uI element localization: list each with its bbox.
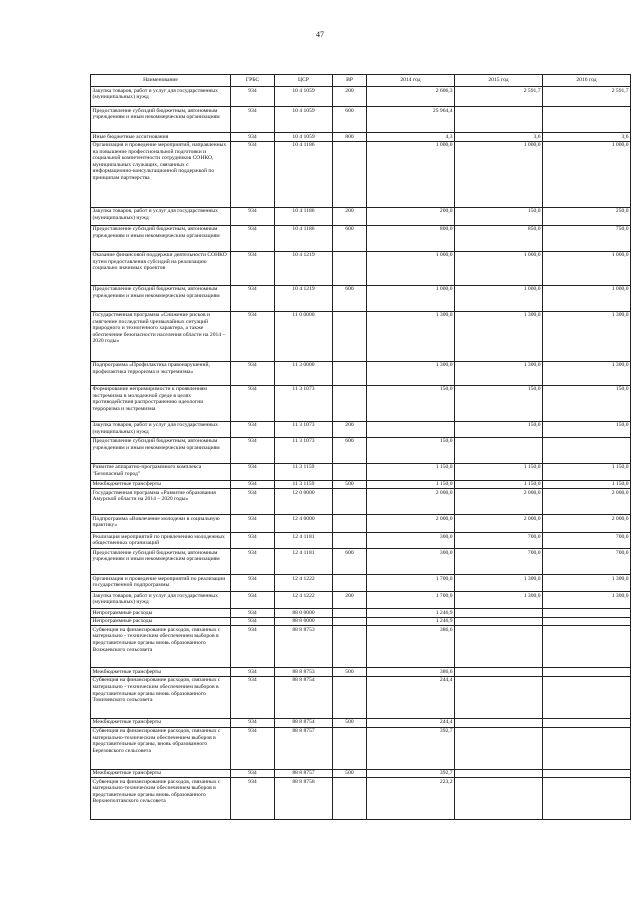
cell-2015: 1 300,0 (455, 592, 543, 609)
cell-2015: 1 000,0 (455, 141, 543, 207)
table-row (91, 437, 631, 463)
cell-csr: 11 3 1073 (275, 385, 333, 421)
cell-vr (333, 676, 367, 718)
cell-vr: 500 (333, 480, 367, 489)
cell-2015 (455, 778, 543, 820)
cell-2016: 1 000,0 (543, 285, 631, 311)
cell-grbs: 934 (231, 437, 275, 463)
cell-name: Межбюджетные трансферты (91, 769, 231, 778)
cell-2014: 1 000,0 (367, 285, 455, 311)
cell-2015 (455, 668, 543, 677)
cell-grbs: 934 (231, 207, 275, 225)
cell-csr: 88 8 8754 (275, 676, 333, 718)
cell-2015 (455, 769, 543, 778)
cell-2014: 1 300,0 (367, 361, 455, 385)
cell-2014: 386,6 (367, 626, 455, 668)
cell-2015 (455, 626, 543, 668)
cell-vr (333, 575, 367, 592)
cell-2016 (543, 437, 631, 463)
table-row (91, 769, 631, 778)
cell-vr (333, 727, 367, 769)
table-row (91, 515, 631, 533)
cell-2014: 1 700,0 (367, 575, 455, 592)
table-row (91, 207, 631, 225)
cell-2015: 1 300,0 (455, 575, 543, 592)
table-header-row (91, 75, 631, 87)
cell-vr: 200 (333, 592, 367, 609)
cell-2015 (455, 609, 543, 618)
cell-vr: 200 (333, 87, 367, 107)
cell-name: Оказание финансовой поддержки деятельности СОНКО путем предоставления субсидий на реализацию социально значимых проектов (91, 251, 231, 285)
table-row (91, 778, 631, 820)
cell-grbs: 934 (231, 575, 275, 592)
cell-2015: 2 591,7 (455, 87, 543, 107)
cell-2014: 244,4 (367, 718, 455, 727)
cell-name: Организация и проведение мероприятий, направленных на повышение профессиональной подготовки и социальной компетентности сотрудников СОНКО, муниципальных служащих, связанных с информационно-консультационной поддержкой по принципам партнерства (91, 141, 231, 207)
table-row (91, 489, 631, 515)
cell-csr: 12 4 0000 (275, 515, 333, 533)
cell-2014: 223,2 (367, 778, 455, 820)
table-row (91, 251, 631, 285)
cell-name: Государственная программа «Развитие образования Амурской области на 2014 – 2020 годы» (91, 489, 231, 515)
cell-vr (333, 463, 367, 480)
cell-2015: 2 000,0 (455, 515, 543, 533)
cell-2016: 1 000,0 (543, 141, 631, 207)
cell-csr: 12 4 1222 (275, 592, 333, 609)
cell-2016 (543, 718, 631, 727)
cell-2014: 300,0 (367, 549, 455, 575)
cell-grbs: 934 (231, 489, 275, 515)
cell-csr: 10 4 1186 (275, 141, 333, 207)
cell-2014: 386,6 (367, 668, 455, 677)
cell-2014: 1 000,0 (367, 141, 455, 207)
cell-csr: 10 4 1059 (275, 133, 333, 142)
cell-name: Субвенция на финансирование расходов, связанных с материально - техническим обеспечением выборов в представительные органы вновь образованного Возжаевского сельсовета (91, 626, 231, 668)
cell-2016 (543, 609, 631, 618)
cell-2016: 2 591,7 (543, 87, 631, 107)
cell-2015: 850,0 (455, 225, 543, 251)
cell-2014: 1 300,0 (367, 311, 455, 361)
cell-2015: 1 000,0 (455, 285, 543, 311)
cell-2015: 150,0 (455, 207, 543, 225)
cell-2016: 2 000,0 (543, 515, 631, 533)
cell-name: Межбюджетные трансферты (91, 480, 231, 489)
cell-2014: 800,0 (367, 225, 455, 251)
table-row (91, 133, 631, 142)
cell-grbs: 934 (231, 311, 275, 361)
cell-vr (333, 533, 367, 549)
header-2015: 2015 год (455, 75, 543, 87)
cell-name: Закупка товаров, работ и услуг для государственных (муниципальных) нужд (91, 87, 231, 107)
cell-vr: 600 (333, 437, 367, 463)
table-row (91, 575, 631, 592)
table-body (91, 87, 631, 820)
cell-csr: 88 0 0000 (275, 609, 333, 618)
table-row (91, 285, 631, 311)
cell-2014: 244,4 (367, 676, 455, 718)
cell-2016: 1 300,0 (543, 311, 631, 361)
table-row (91, 626, 631, 668)
cell-vr (333, 251, 367, 285)
cell-vr: 500 (333, 668, 367, 677)
cell-csr: 88 8 8753 (275, 668, 333, 677)
cell-name: Закупка товаров, работ и услуг для государственных (муниципальных) нужд (91, 592, 231, 609)
cell-csr: 11 3 1159 (275, 480, 333, 489)
cell-2014: 392,7 (367, 727, 455, 769)
table-row (91, 592, 631, 609)
table-row (91, 668, 631, 677)
cell-name: Предоставление субсидий бюджетным, автономным учреждениям и иным некоммерческим организациям (91, 285, 231, 311)
cell-vr (333, 141, 367, 207)
cell-name: Предоставление субсидий бюджетным, автономным учреждениям и иным некоммерческим организациям (91, 549, 231, 575)
table-row (91, 609, 631, 618)
cell-2015: 1 300,0 (455, 361, 543, 385)
cell-2014: 2 000,0 (367, 515, 455, 533)
cell-2016: 700,0 (543, 549, 631, 575)
cell-2015 (455, 437, 543, 463)
cell-csr: 12 4 1181 (275, 533, 333, 549)
cell-grbs: 934 (231, 668, 275, 677)
cell-grbs: 934 (231, 626, 275, 668)
cell-2014 (367, 421, 455, 437)
cell-grbs: 934 (231, 676, 275, 718)
cell-name: Межбюджетные трансферты (91, 718, 231, 727)
cell-2014: 2 606,3 (367, 87, 455, 107)
cell-2015: 150,0 (455, 421, 543, 437)
table-row (91, 617, 631, 626)
cell-2016: 1 300,0 (543, 575, 631, 592)
cell-vr: 600 (333, 285, 367, 311)
cell-csr: 10 4 1219 (275, 251, 333, 285)
cell-name: Закупка товаров, работ и услуг для государственных (муниципальных) нужд (91, 421, 231, 437)
cell-2015 (455, 107, 543, 133)
header-grbs: ГРБС (231, 75, 275, 87)
cell-name: Субвенция на финансирование расходов, связанных с материально-техническим обеспечением выборов в представительные органы, вновь образованного Березовского сельсовета (91, 727, 231, 769)
page-number: 47 (316, 30, 324, 39)
cell-csr: 10 4 1219 (275, 285, 333, 311)
cell-2016 (543, 107, 631, 133)
cell-2015: 700,0 (455, 533, 543, 549)
cell-grbs: 934 (231, 87, 275, 107)
cell-grbs: 934 (231, 285, 275, 311)
cell-csr: 88 8 8757 (275, 727, 333, 769)
cell-2014: 1 150,0 (367, 463, 455, 480)
cell-2015: 700,0 (455, 549, 543, 575)
header-2014: 2014 год (367, 75, 455, 87)
table-row (91, 87, 631, 107)
cell-grbs: 934 (231, 769, 275, 778)
table-row (91, 533, 631, 549)
cell-grbs: 934 (231, 617, 275, 626)
cell-name: Субвенция на финансирование расходов, связанных с материально-техническим обеспечением выборов в представительные органы вновь образованного Верхнеполтавского сельсовета (91, 778, 231, 820)
cell-name: Субвенция на финансирование расходов, связанных с материально - техническим обеспечением выборов в представительные органы вновь образованного Томичевского сельсовета (91, 676, 231, 718)
cell-name: Реализация мероприятий по привлечению молодежных общественных организаций (91, 533, 231, 549)
cell-csr: 88 8 8757 (275, 769, 333, 778)
table-row (91, 480, 631, 489)
cell-vr: 600 (333, 549, 367, 575)
cell-csr: 11 3 1159 (275, 463, 333, 480)
cell-2014: 392,7 (367, 769, 455, 778)
cell-name: Предоставление субсидий бюджетным, автономным учреждениям и иным некоммерческим организациям (91, 225, 231, 251)
cell-2016: 250,0 (543, 207, 631, 225)
cell-grbs: 934 (231, 385, 275, 421)
cell-vr: 600 (333, 225, 367, 251)
cell-vr (333, 385, 367, 421)
cell-grbs: 934 (231, 251, 275, 285)
cell-name: Иные бюджетные ассигнования (91, 133, 231, 142)
cell-2014: 300,0 (367, 533, 455, 549)
cell-name: Подпрограмма «Вовлечение молодежи в социальную практику» (91, 515, 231, 533)
cell-2016: 150,0 (543, 385, 631, 421)
cell-csr: 11 3 1073 (275, 437, 333, 463)
cell-grbs: 934 (231, 421, 275, 437)
cell-csr: 11 0 0000 (275, 311, 333, 361)
budget-table (90, 74, 631, 820)
cell-name: Государственная программа «Снижение рисков и смягчение последствий чрезвычайных ситуаций природного и техногенного характера, а также обеспечение безопасности населения области на 2014 – 2020 годы» (91, 311, 231, 361)
cell-2014: 1 246,9 (367, 617, 455, 626)
cell-grbs: 934 (231, 480, 275, 489)
cell-name: Межбюджетные трансферты (91, 668, 231, 677)
table-row (91, 718, 631, 727)
cell-2014: 150,0 (367, 437, 455, 463)
cell-2016: 1 300,0 (543, 592, 631, 609)
cell-csr: 88 8 8754 (275, 718, 333, 727)
cell-csr: 11 3 1073 (275, 421, 333, 437)
cell-2015: 2 000,0 (455, 489, 543, 515)
table-row (91, 225, 631, 251)
cell-grbs: 934 (231, 107, 275, 133)
cell-2016 (543, 778, 631, 820)
cell-2016 (543, 769, 631, 778)
cell-grbs: 934 (231, 361, 275, 385)
cell-2014: 2 000,0 (367, 489, 455, 515)
cell-2016: 750,0 (543, 225, 631, 251)
cell-2016: 1 000,0 (543, 251, 631, 285)
cell-2015 (455, 718, 543, 727)
cell-name: Организация и проведение мероприятий по реализации государственной подпрограммы (91, 575, 231, 592)
table-row (91, 311, 631, 361)
cell-vr (333, 778, 367, 820)
cell-grbs: 934 (231, 533, 275, 549)
cell-csr: 10 4 1186 (275, 225, 333, 251)
cell-2014: 1 150,0 (367, 480, 455, 489)
cell-2016: 150,0 (543, 421, 631, 437)
cell-2015 (455, 617, 543, 626)
cell-name: Непрограммные расходы (91, 609, 231, 618)
cell-vr: 500 (333, 769, 367, 778)
cell-2015: 1 150,0 (455, 463, 543, 480)
table-row (91, 141, 631, 207)
cell-csr: 12 0 0000 (275, 489, 333, 515)
cell-grbs: 934 (231, 225, 275, 251)
cell-2014: 200,0 (367, 207, 455, 225)
table-row (91, 361, 631, 385)
cell-2014: 150,0 (367, 385, 455, 421)
table-row (91, 107, 631, 133)
cell-vr: 800 (333, 133, 367, 142)
cell-2015: 3,6 (455, 133, 543, 142)
table-row (91, 549, 631, 575)
table-row (91, 676, 631, 718)
table-row (91, 463, 631, 480)
header-name: Наименование (91, 75, 231, 87)
cell-grbs: 934 (231, 549, 275, 575)
cell-grbs: 934 (231, 463, 275, 480)
cell-name: Предоставление субсидий бюджетным, автономным учреждениям и иным некоммерческим организациям (91, 107, 231, 133)
cell-2015 (455, 727, 543, 769)
cell-2016: 1 150,0 (543, 463, 631, 480)
cell-2015: 1 150,0 (455, 480, 543, 489)
cell-name: Предоставление субсидий бюджетным, автономным учреждениям и иным некоммерческим организациям (91, 437, 231, 463)
cell-csr: 12 4 1181 (275, 549, 333, 575)
header-csr: ЦСР (275, 75, 333, 87)
cell-name: Подпрограмма «Профилактика правонарушений, профилактика терроризма и экстремизма» (91, 361, 231, 385)
cell-2014: 1 000,0 (367, 251, 455, 285)
cell-2014: 25 964,4 (367, 107, 455, 133)
cell-vr (333, 489, 367, 515)
cell-2014: 4,3 (367, 133, 455, 142)
cell-grbs: 934 (231, 727, 275, 769)
cell-csr: 10 4 1059 (275, 107, 333, 133)
cell-vr (333, 626, 367, 668)
cell-2016: 2 000,0 (543, 489, 631, 515)
cell-vr (333, 515, 367, 533)
table-row (91, 727, 631, 769)
cell-2015: 1 300,0 (455, 311, 543, 361)
cell-2015 (455, 676, 543, 718)
table-row (91, 385, 631, 421)
cell-2014: 1 246,9 (367, 609, 455, 618)
cell-vr: 600 (333, 107, 367, 133)
cell-vr: 200 (333, 421, 367, 437)
cell-vr: 200 (333, 207, 367, 225)
cell-2016 (543, 676, 631, 718)
cell-csr: 88 8 8753 (275, 626, 333, 668)
cell-csr: 88 8 8758 (275, 778, 333, 820)
cell-csr: 12 4 1222 (275, 575, 333, 592)
cell-vr (333, 311, 367, 361)
cell-vr: 500 (333, 718, 367, 727)
cell-csr: 88 8 0000 (275, 617, 333, 626)
cell-name: Закупка товаров, работ и услуг для государственных (муниципальных) нужд (91, 207, 231, 225)
cell-vr (333, 609, 367, 618)
cell-2016 (543, 668, 631, 677)
cell-2016 (543, 727, 631, 769)
cell-grbs: 934 (231, 141, 275, 207)
cell-2016: 700,0 (543, 533, 631, 549)
cell-grbs: 934 (231, 718, 275, 727)
cell-2016: 1 300,0 (543, 361, 631, 385)
cell-grbs: 934 (231, 515, 275, 533)
cell-vr (333, 617, 367, 626)
cell-2016 (543, 626, 631, 668)
cell-name: Развитие аппаратно-программного комплекса "Безопасный город" (91, 463, 231, 480)
table-row (91, 421, 631, 437)
cell-2015: 1 000,0 (455, 251, 543, 285)
cell-2016 (543, 617, 631, 626)
cell-2016: 3,6 (543, 133, 631, 142)
cell-grbs: 934 (231, 778, 275, 820)
cell-vr (333, 361, 367, 385)
cell-grbs: 934 (231, 592, 275, 609)
cell-csr: 11 3 0000 (275, 361, 333, 385)
cell-csr: 10 4 1059 (275, 87, 333, 107)
cell-2015: 150,0 (455, 385, 543, 421)
cell-name: Непрограммные расходы (91, 617, 231, 626)
cell-name: Формирование непримиримости к проявлениям экстремизма в молодежной среде в целях противодействия распространению идеологии терроризма и экстремизма (91, 385, 231, 421)
header-2016: 2016 год (543, 75, 631, 87)
header-vr: ВР (333, 75, 367, 87)
cell-grbs: 934 (231, 609, 275, 618)
cell-2014: 1 700,0 (367, 592, 455, 609)
cell-csr: 10 4 1186 (275, 207, 333, 225)
cell-2016: 1 150,0 (543, 480, 631, 489)
cell-grbs: 934 (231, 133, 275, 142)
